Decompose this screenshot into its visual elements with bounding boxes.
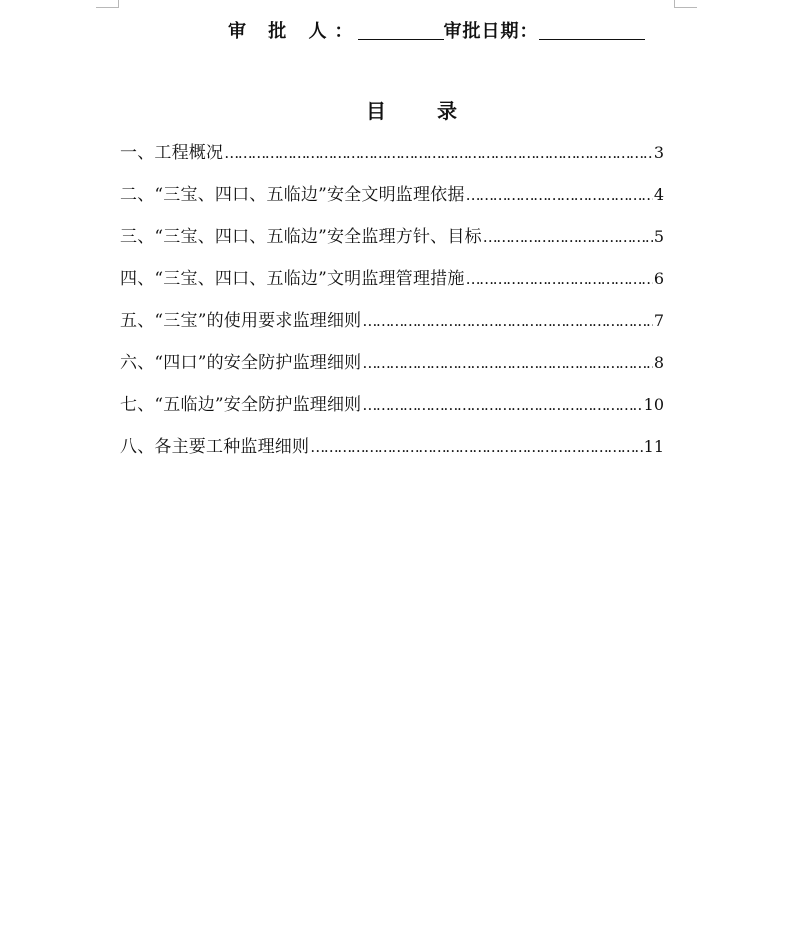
toc-leader-dots — [483, 223, 653, 251]
toc-item-label: 二、“三宝、四口、五临边”安全文明监理依据 — [120, 185, 465, 205]
toc-leader-dots — [362, 349, 652, 377]
toc-item-6[interactable] — [120, 349, 664, 391]
toc-leader-dots — [224, 139, 653, 167]
toc-item-7[interactable] — [120, 391, 664, 433]
table-of-contents-title: 目 录 — [366, 99, 479, 123]
toc-page-number: 3 — [653, 143, 664, 162]
toc-leader-dots — [310, 433, 642, 461]
toc-item-label: 五、“三宝”的使用要求监理细则 — [120, 311, 362, 331]
toc-item-label: 一、工程概况 — [120, 143, 224, 163]
approver-blank-line — [358, 38, 444, 40]
table-of-contents-list — [120, 139, 664, 475]
toc-item-label: 三、“三宝、四口、五临边”安全监理方针、目标 — [120, 227, 482, 247]
toc-leader-dots — [466, 265, 653, 293]
toc-page-number: 7 — [653, 311, 664, 330]
toc-item-4[interactable] — [120, 265, 664, 307]
toc-page-number: 11 — [643, 437, 664, 456]
toc-item-label: 四、“三宝、四口、五临边”文明监理管理措施 — [120, 269, 465, 289]
approval-date-label: 审批日期： — [443, 21, 539, 42]
toc-leader-dots — [362, 307, 652, 335]
approval-row — [228, 16, 645, 44]
toc-page-number: 6 — [653, 269, 664, 288]
approver-label: 审 批 人： — [228, 21, 361, 42]
page-corner-marker-left — [96, 0, 119, 8]
toc-item-label: 八、各主要工种监理细则 — [120, 437, 310, 457]
toc-page-number: 8 — [653, 353, 664, 372]
toc-item-5[interactable] — [120, 307, 664, 349]
toc-item-3[interactable] — [120, 223, 664, 265]
page-corner-marker-right — [674, 0, 697, 8]
toc-leader-dots — [362, 391, 642, 419]
toc-item-label: 七、“五临边”安全防护监理细则 — [120, 395, 362, 415]
approval-date-blank-line — [539, 38, 645, 40]
toc-item-2[interactable] — [120, 181, 664, 223]
toc-page-number: 10 — [643, 395, 664, 414]
toc-page-number: 4 — [653, 185, 664, 204]
toc-item-8[interactable] — [120, 433, 664, 475]
toc-item-1[interactable] — [120, 139, 664, 181]
toc-page-number: 5 — [653, 227, 664, 246]
toc-leader-dots — [466, 181, 653, 209]
toc-item-label: 六、“四口”的安全防护监理细则 — [120, 353, 362, 373]
